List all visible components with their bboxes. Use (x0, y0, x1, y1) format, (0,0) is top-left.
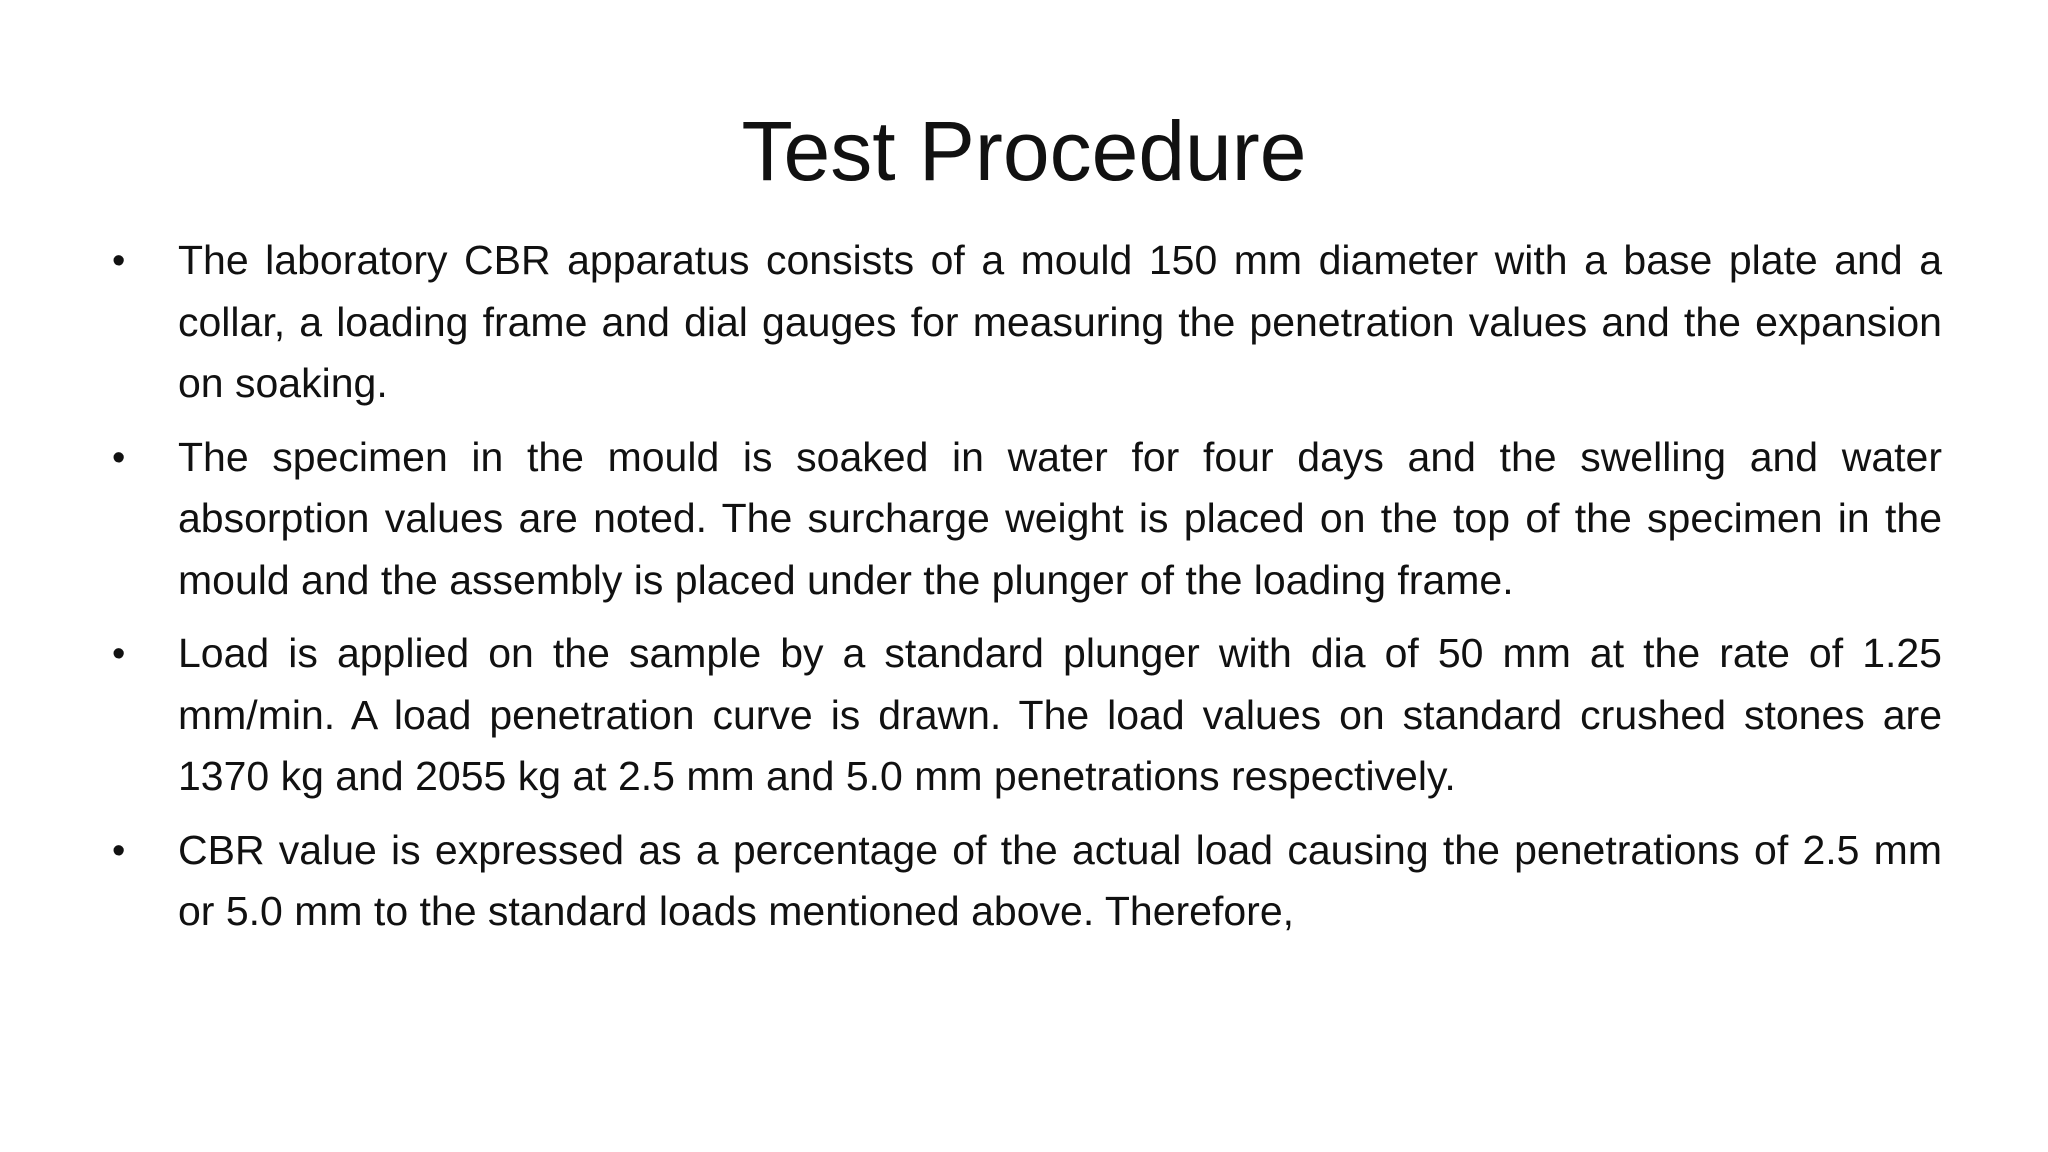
bullet-item (112, 230, 1942, 415)
bullet-dot-icon: • (112, 829, 126, 872)
bullet-dot-icon: • (112, 436, 126, 479)
bullet-list (112, 230, 1942, 955)
bullet-text: CBR value is expressed as a percentage of the actual load causing the penetrations of 2.5 mm or 5.0 mm to the standard loads mentioned above. Therefore, (178, 826, 1942, 934)
bullet-dot-icon: • (112, 240, 126, 282)
bullet-text: Load is applied on the sample by a standard plunger with dia of 50 mm at the rate of 1.25 mm/min. A load penetration curve is drawn. The load values on standard crushed stones are 1370 kg and 2055 kg at 2.5 mm and 5.0 mm penetrations respectively. (178, 630, 1942, 799)
bullet-item (112, 427, 1942, 612)
bullet-text: The specimen in the mould is soaked in water for four days and the swelling and water absorption values are noted. The surcharge weight is placed on the top of the specimen in the mould and the assembly is placed under the plunger of the loading frame. (178, 433, 1942, 603)
bullet-dot-icon: • (112, 633, 126, 675)
bullet-item (112, 820, 1942, 943)
bullet-item (112, 623, 1942, 808)
slide-title: Test Procedure (741, 104, 1307, 198)
bullet-text: The laboratory CBR apparatus consists of a mould 150 mm diameter with a base plate and a collar, a loading frame and dial gauges for measuring the penetration values and the expansion on soaking. (178, 237, 1942, 406)
